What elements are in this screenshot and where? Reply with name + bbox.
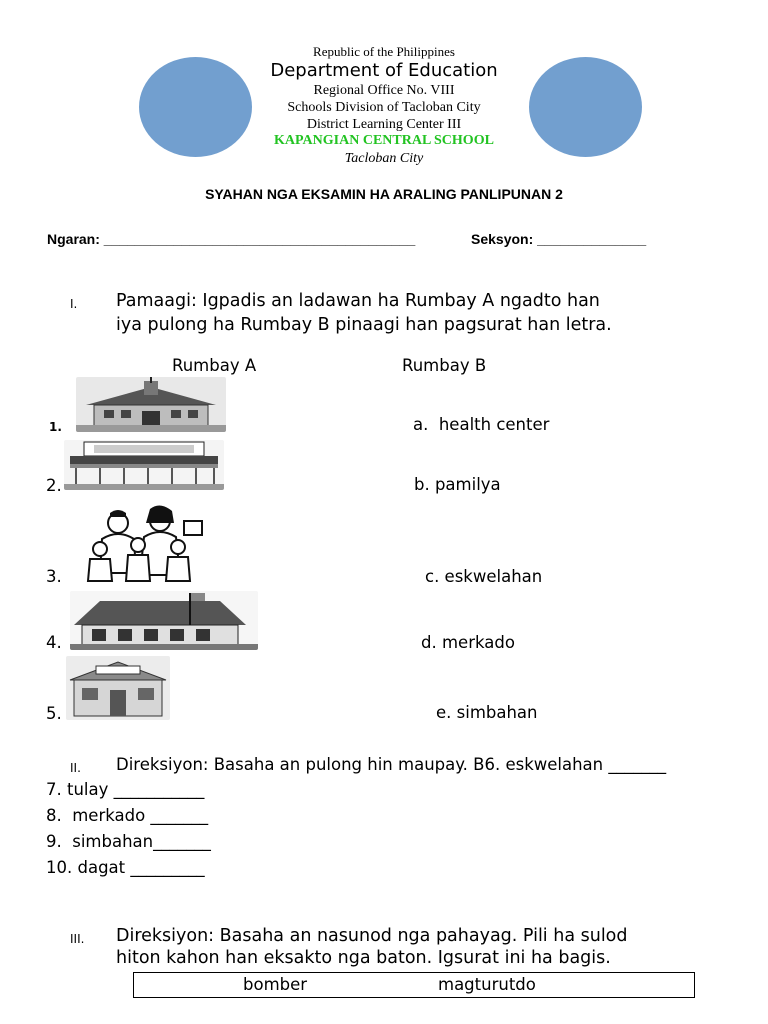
word-box	[133, 972, 695, 998]
word-bomber: bomber	[243, 975, 308, 994]
item-number-2: 2.	[46, 476, 62, 495]
item-number-1: 1.	[49, 420, 62, 434]
item-number-3: 3.	[46, 567, 62, 586]
exam-title: SYAHAN NGA EKSAMIN HA ARALING PANLIPUNAN 2	[205, 186, 563, 202]
header-district: District Learning Center III	[306, 117, 462, 132]
item-number-4: 4.	[46, 633, 62, 652]
choice-d: d. merkado	[421, 633, 515, 652]
part2-item-8: 8. merkado _______	[46, 806, 209, 825]
column-b-heading: Rumbay B	[402, 356, 487, 375]
part2-numeral: II.	[70, 761, 81, 775]
market-picture	[64, 440, 224, 490]
health-center-picture	[66, 656, 170, 720]
column-a-heading: Rumbay A	[172, 356, 257, 375]
choice-b: b. pamilya	[414, 475, 501, 494]
part2-item-10: 10. dagat _________	[46, 858, 205, 877]
part3-numeral: III.	[70, 932, 85, 946]
church-picture	[76, 377, 226, 432]
part2-item-7: 7. tulay ___________	[46, 780, 205, 799]
part3-instruction-line1: Direksiyon: Basaha an nasunod nga pahayag. Pili ha sulod	[116, 926, 628, 946]
part2-instruction: Direksiyon: Basaha an pulong hin maupay. B6. eskwelahan _______	[116, 755, 667, 774]
part2-item-9: 9. simbahan_______	[46, 832, 211, 851]
header-school: KAPANGIAN CENTRAL SCHOOL	[274, 133, 494, 148]
choice-c: c. eskwelahan	[425, 567, 543, 586]
header-republic: Republic of the Philippines	[313, 44, 455, 59]
part1-instruction-line1: Pamaagi: Igpadis an ladawan ha Rumbay A ngadto han	[116, 291, 600, 311]
name-field[interactable]: Ngaran: ________________________________________	[47, 231, 416, 247]
header-division: Schools Division of Tacloban City	[287, 100, 481, 115]
choice-a: a. health center	[413, 415, 550, 434]
header-department: Department of Education	[270, 60, 498, 81]
family-picture	[80, 503, 206, 585]
part1-numeral: I.	[70, 297, 78, 311]
word-magturutdo: magturutdo	[438, 975, 536, 994]
part3-instruction-line2: hiton kahon han eksakto nga baton. Igsurat ini ha bagis.	[116, 948, 611, 968]
item-number-5: 5.	[46, 704, 62, 723]
section-field[interactable]: Seksyon: ______________	[471, 231, 647, 247]
choice-e: e. simbahan	[436, 703, 538, 722]
school-picture	[70, 591, 258, 650]
part1-instruction-line2: iya pulong ha Rumbay B pinaagi han pagsurat han letra.	[116, 315, 612, 335]
header-region: Regional Office No. VIII	[313, 83, 455, 98]
header-city: Tacloban City	[344, 151, 424, 166]
